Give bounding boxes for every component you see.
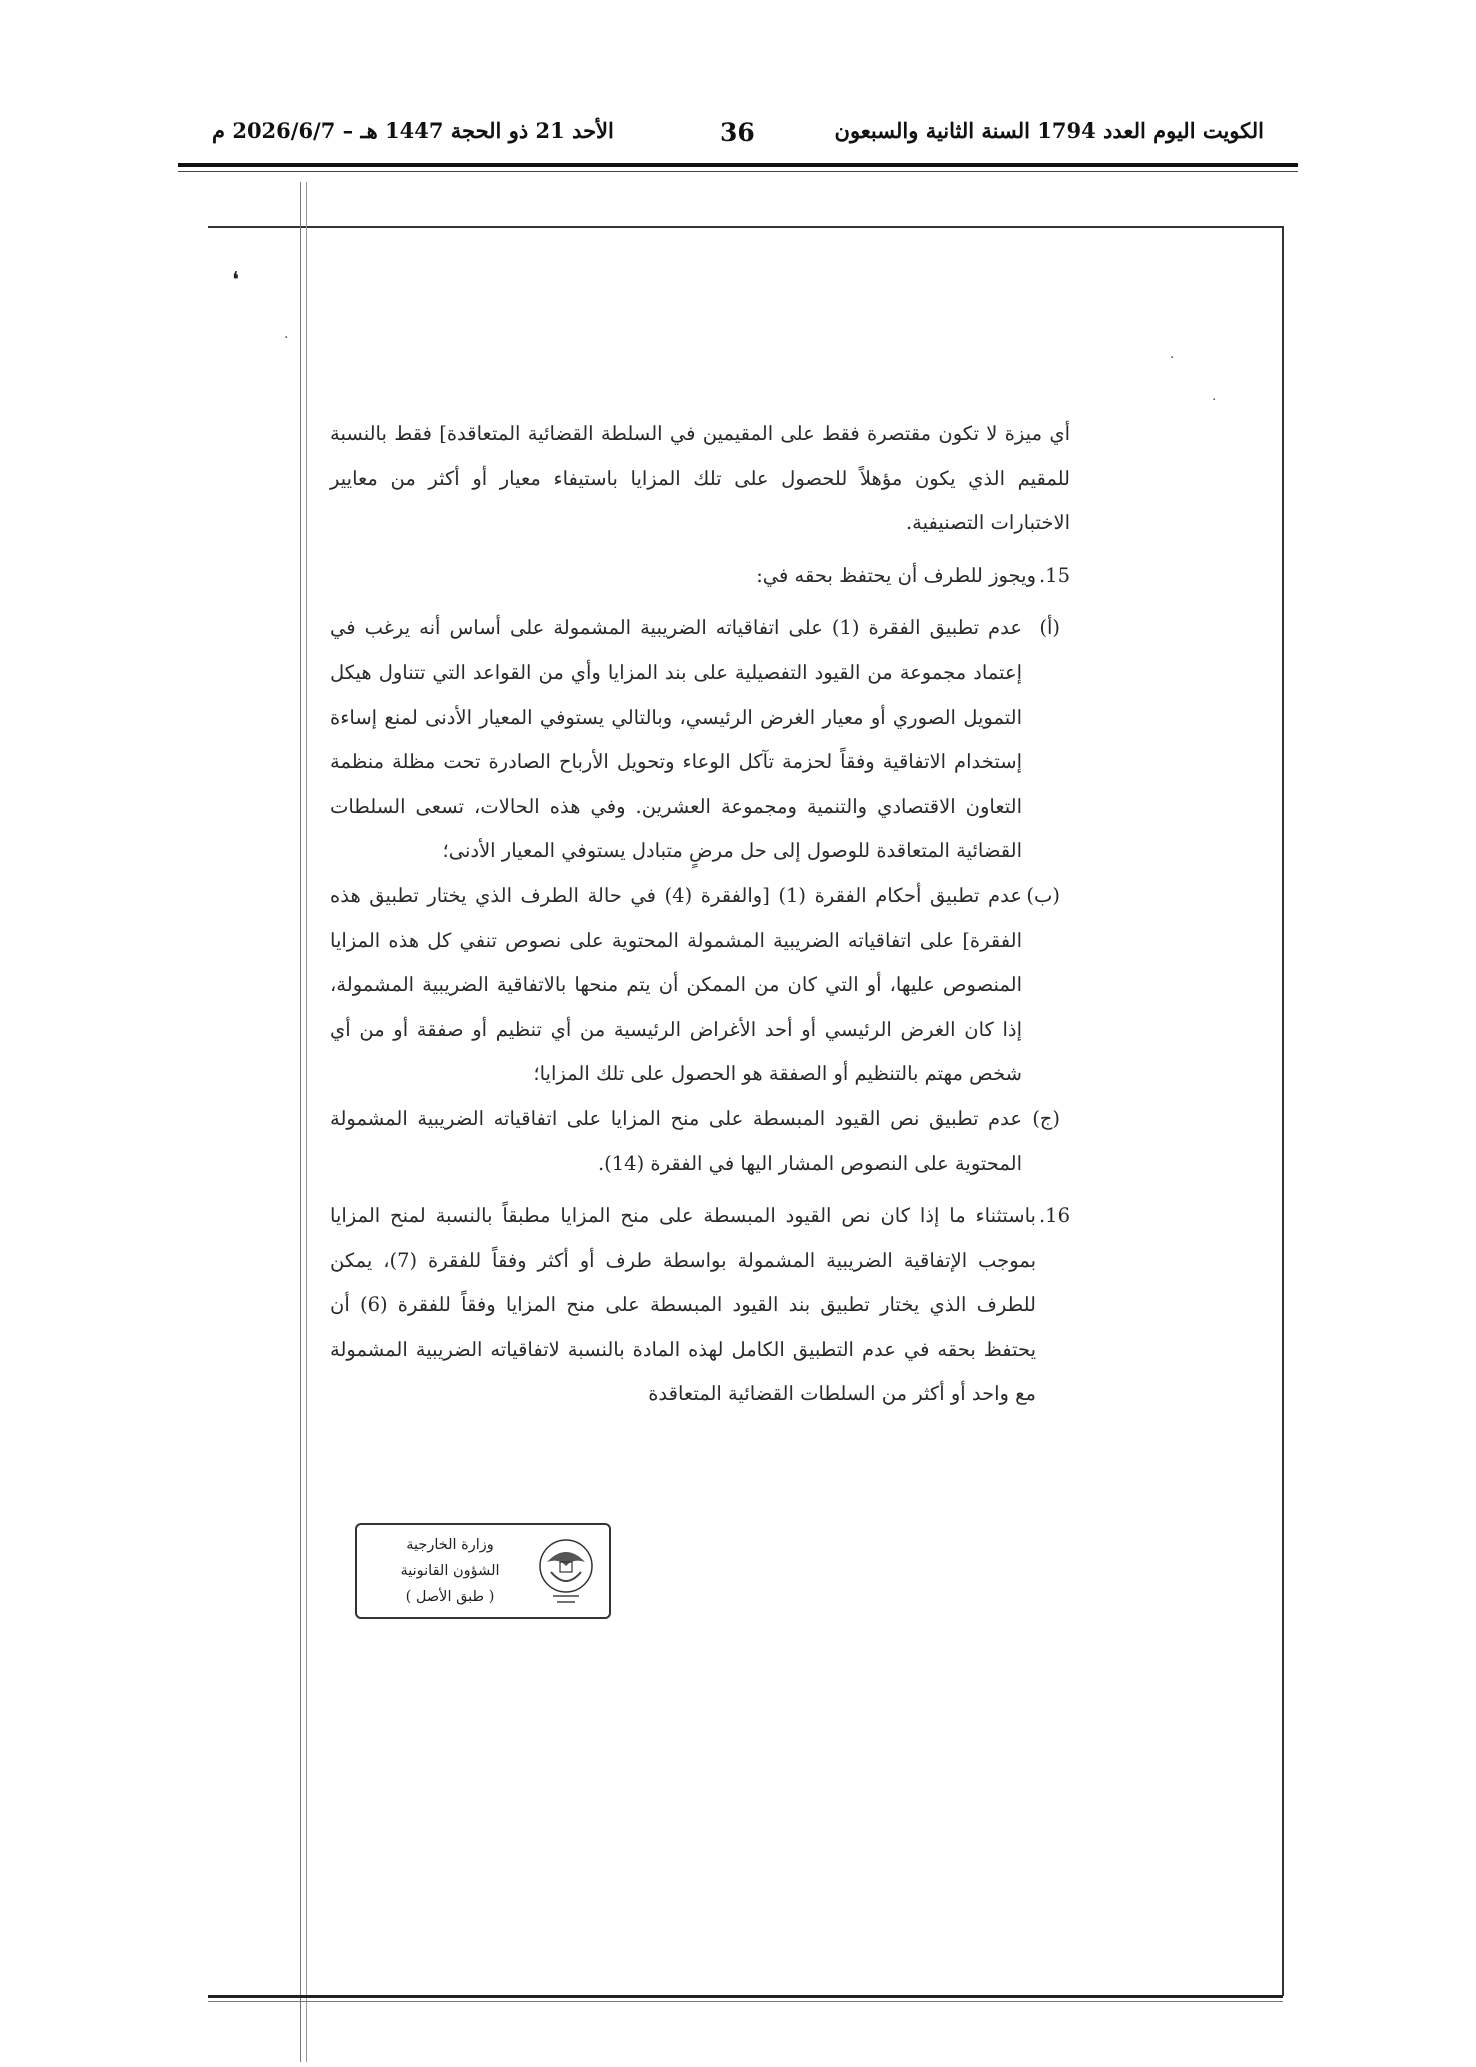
list-item-text: عدم تطبيق الفقرة (1) على اتفاقياته الضريبية المشمولة على أساس أنه يرغب في إعتماد مجموعة من القيود التفصيلية على بند المزايا وأي من القواعد التي تتناول هيكل التمويل الصوري أو معيار الغرض الرئيسي، وبالتالي يستوفي المعيار الأدنى لمنع إساءة إستخدام الاتفاقية وفقاً لحزمة تآكل الوعاء وتحويل الأرباح الصادرة تحت مظلة منظمة التعاون الاقتصادي والتنمية ومجموعة العشرين. وفي هذه الحالات، تسعى السلطات القضائية المتعاقدة للوصول إلى حل مرضٍ متبادل يستوفي المعيار الأدنى؛ xyxy=(330,616,1023,863)
list-item-text: عدم تطبيق أحكام الفقرة (1) [والفقرة (4) في حالة الطرف الذي يختار تطبيق هذه الفقرة] على اتفاقياته الضريبية المشمولة المحتوية على نصوص تنفي كل هذه المزايا المنصوص عليها، أو التي كان من الممكن أن يتم منحها بالاتفاقية الضريبية المشمولة، إذا كان الغرض الرئيسي أو أحد الأغراض الرئيسية من أي تنظيم أو صفقة أو من أي شخص مهتم بالتنظيم أو الصفقة هو الحصول على تلك المزايا؛ xyxy=(330,883,1022,1086)
header-rule-thin xyxy=(178,171,1298,172)
certified-copy-stamp xyxy=(355,1523,611,1619)
scan-frame-left-line xyxy=(300,182,301,2062)
header-rule-thick xyxy=(178,163,1298,167)
scan-frame-top xyxy=(208,226,1283,228)
stamp-line-certification: ( طبق الأصل ) xyxy=(405,1589,495,1605)
stamp-text xyxy=(367,1532,533,1610)
intro-paragraph: أي ميزة لا تكون مقتصرة فقط على المقيمين في السلطة القضائية المتعاقدة] فقط بالنسبة للمقيم الذي يكون مؤهلاً للحصول على تلك المزايا باستيفاء معيار أو أكثر من معايير الاختبارات التصنيفية. xyxy=(330,422,1070,535)
paragraph-16 xyxy=(330,1194,1070,1417)
issue-info: الكويت اليوم العدد 1794 السنة الثانية والسبعون xyxy=(834,118,1264,143)
paragraph-15-number: 15. xyxy=(1038,563,1070,587)
document-body xyxy=(330,412,1070,1417)
stamp-line-ministry: وزارة الخارجية xyxy=(406,1537,494,1553)
scan-mark-icon: ❛ xyxy=(232,268,240,293)
list-item xyxy=(330,1097,1060,1186)
paragraph-15-items xyxy=(330,606,1070,1186)
list-item xyxy=(330,606,1060,874)
scan-speck-icon: · xyxy=(1212,392,1217,408)
paragraph-16-number: 16. xyxy=(1038,1204,1070,1228)
scan-frame-bottom xyxy=(208,1995,1283,1998)
paragraph-15-text: ويجوز للطرف أن يحتفظ بحقه في: xyxy=(756,563,1036,587)
gazette-header xyxy=(0,118,1476,158)
stamp-line-department: الشؤون القانونية xyxy=(400,1563,500,1579)
scan-frame-left-line-2 xyxy=(306,182,307,2062)
list-item-marker: (ج) xyxy=(1032,1106,1060,1130)
list-item-marker: (أ) xyxy=(1039,616,1060,640)
list-item-marker: (ب) xyxy=(1026,883,1060,907)
state-emblem-seal-icon xyxy=(533,1532,599,1610)
list-item xyxy=(330,874,1060,1097)
list-item-text: عدم تطبيق نص القيود المبسطة على منح المزايا على اتفاقياته الضريبية المشمولة المحتوية على النصوص المشار اليها في الفقرة (14). xyxy=(330,1106,1022,1175)
page-number: 36 xyxy=(720,118,755,147)
paragraph-15 xyxy=(330,554,1070,599)
scan-frame-bottom-2 xyxy=(208,2001,1283,2002)
scan-frame-right xyxy=(1282,226,1284,1996)
paragraph-16-text: باستثناء ما إذا كان نص القيود المبسطة على منح المزايا مطبقاً بالنسبة لمنح المزايا بموجب الإتفاقية الضريبية المشمولة بواسطة طرف أو أكثر وفقاً للفقرة (7)، يمكن للطرف الذي يختار تطبيق بند القيود المبسطة على منح المزايا وفقاً للفقرة (6) أن يحتفظ بحقه في عدم التطبيق الكامل لهذه المادة بالنسبة لاتفاقياته الضريبية المشمولة مع واحد أو أكثر من السلطات القضائية المتعاقدة xyxy=(330,1204,1036,1406)
issue-date: الأحد 21 ذو الحجة 1447 هـ – 2026/6/7 م xyxy=(212,118,614,143)
scan-speck-icon: · xyxy=(284,330,289,346)
scan-speck-icon: · xyxy=(1170,350,1175,366)
